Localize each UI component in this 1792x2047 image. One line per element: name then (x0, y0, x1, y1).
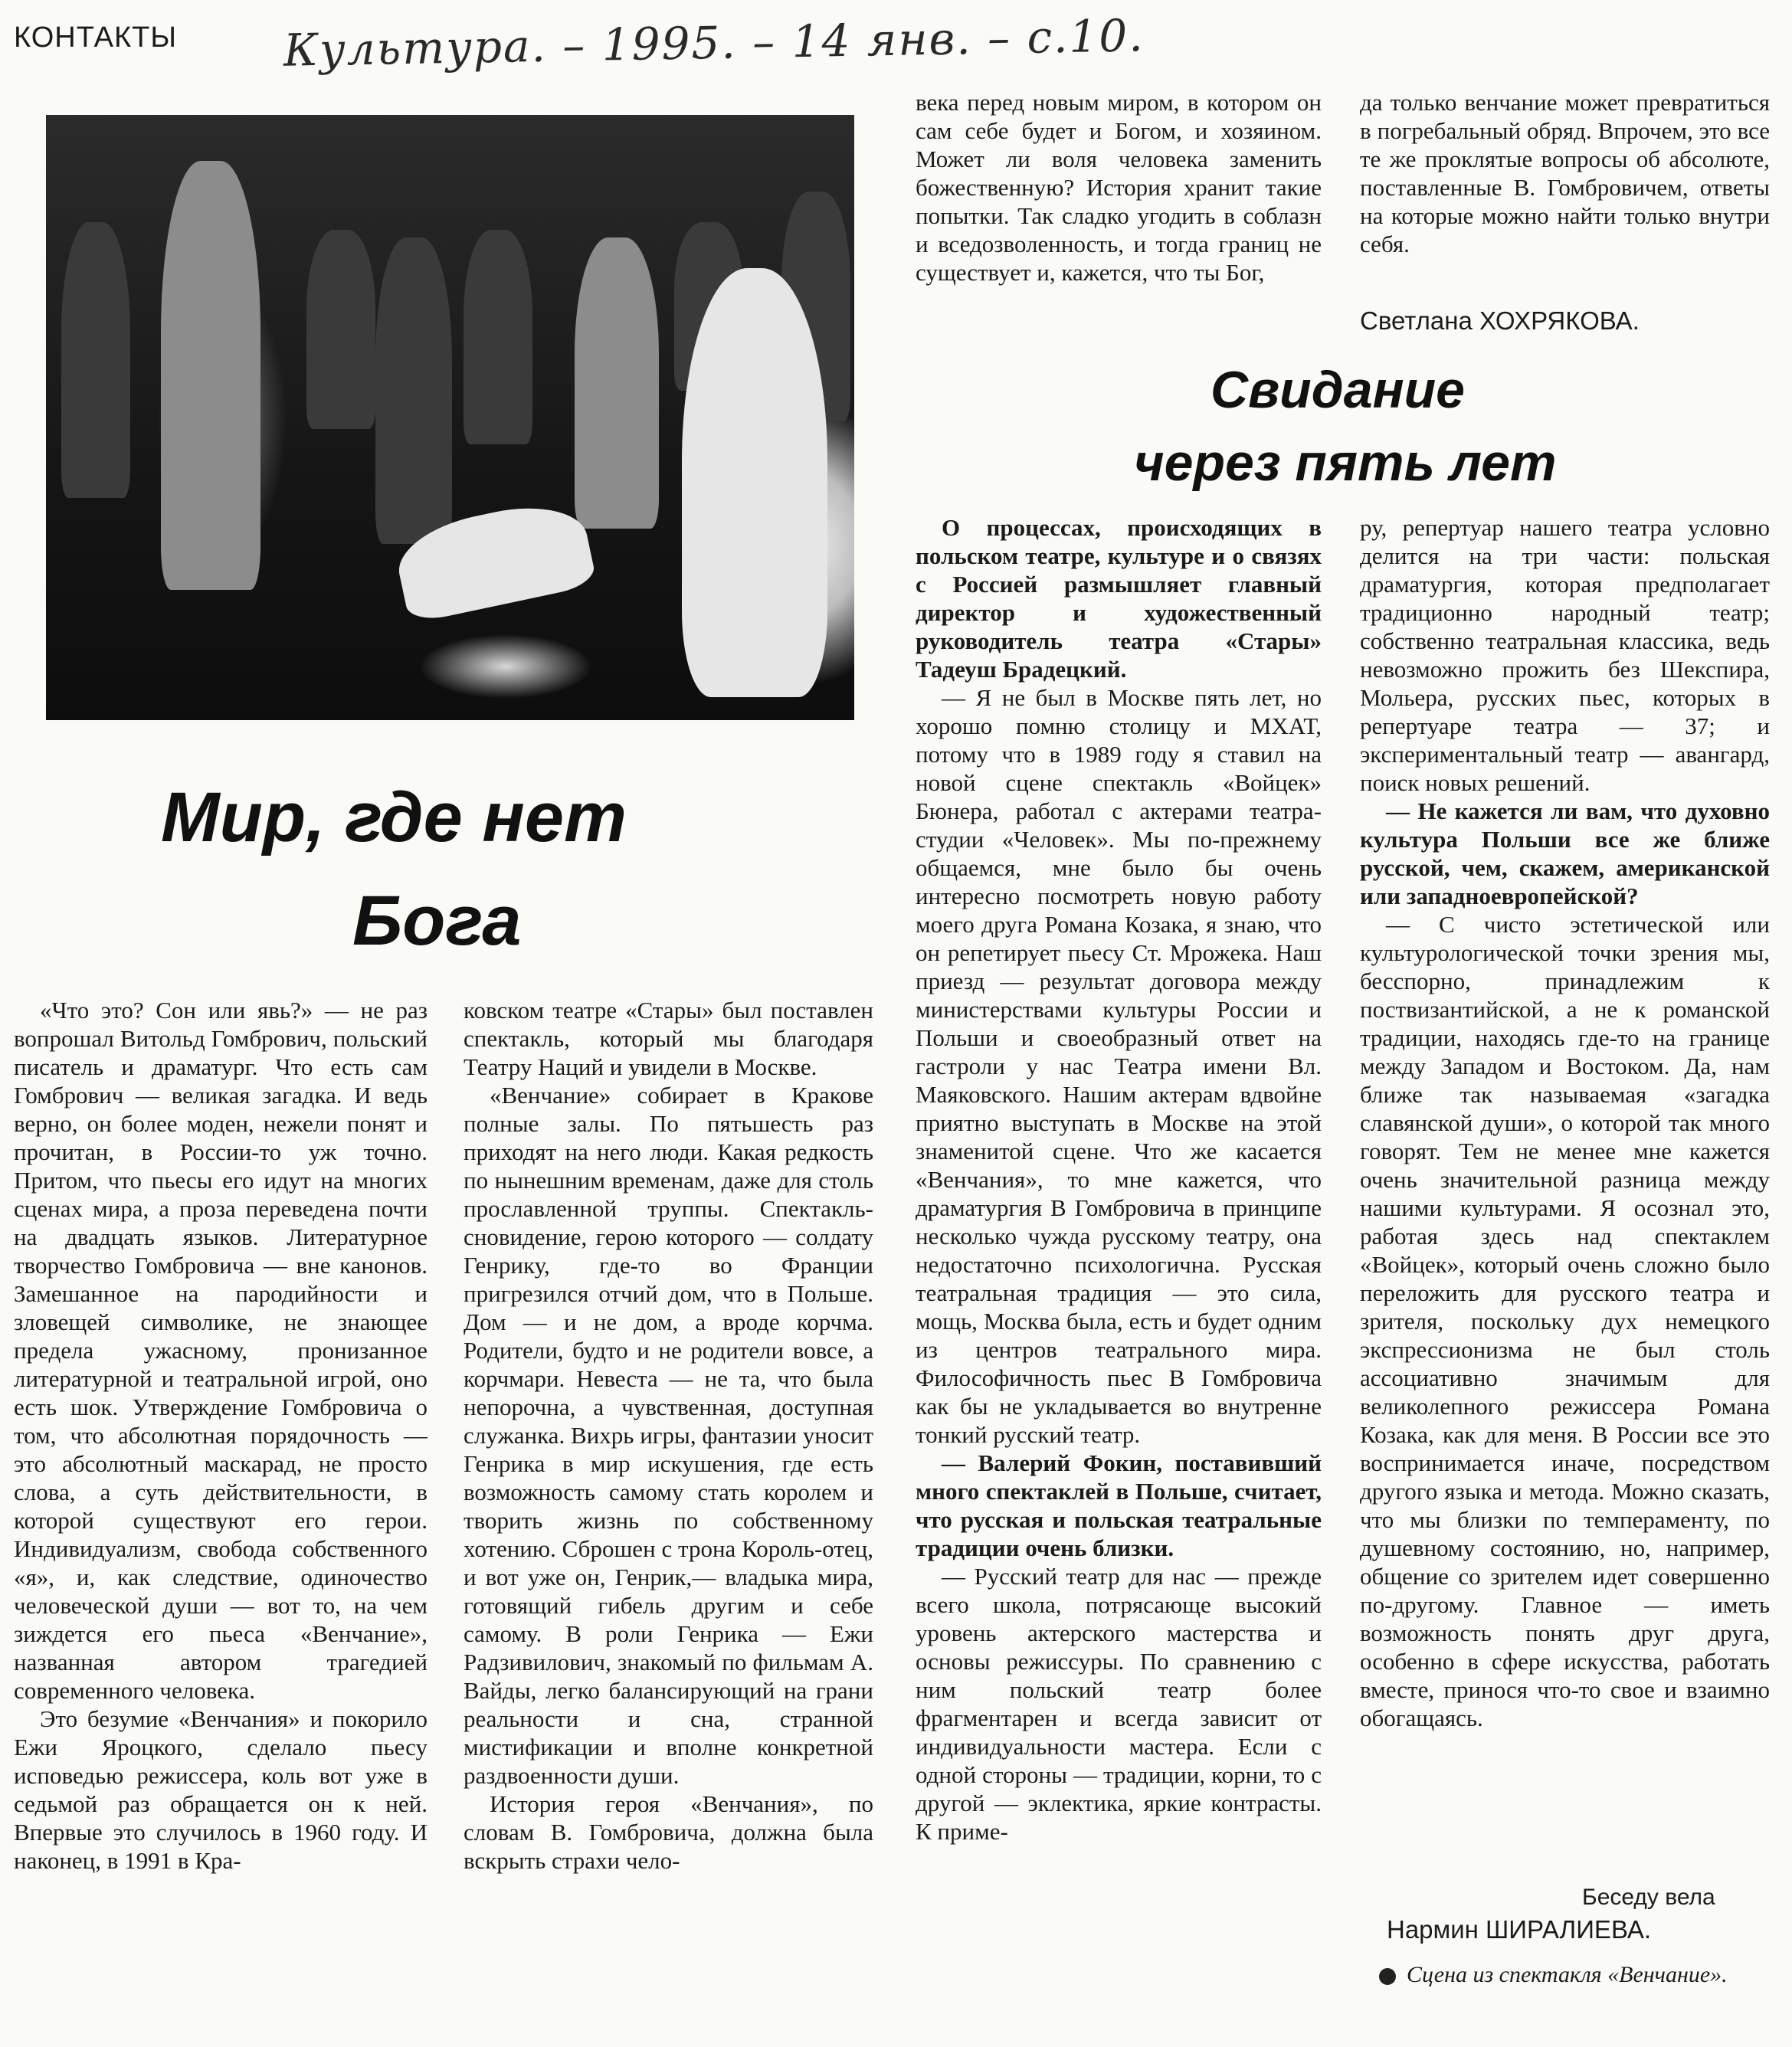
headline-main-line2: Бога (352, 882, 522, 960)
interviewer-name: Нармин ШИРАЛИЕВА. (1387, 1915, 1652, 1944)
lead-paragraph (916, 513, 1322, 683)
paragraph: История героя «Венчания», по словам В. Гомбровича, должна была вскрыть страхи чело- (464, 1790, 873, 1874)
question (916, 1449, 1322, 1562)
article1-column-1 (14, 996, 428, 2047)
bullet-icon (1379, 1968, 1396, 1985)
headline-second-line1: Свидание (1211, 361, 1465, 419)
paragraph: Это безумие «Венчания» и покорило Ежи Яроцкого, сделало пьесу исповедью режиссера, коль вот уже в седьмой раз обращается он к ней. Впервые это случилось в 1960 году. И наконец, в 1991 в Кра- (14, 1705, 428, 1874)
article1-column-2 (464, 996, 873, 2047)
photo-figure-soldier (161, 161, 260, 590)
photo-figure (464, 230, 532, 444)
paragraph: века перед новым миром, в котором он сам себе будет и Богом, и хозяином. Может ли воля человека заменить божественную? История хранит такие попытки. Так сладко угодить в соблазн и вседозволенность, и тогда границ не существует и, кажется, что ты Бог, (916, 89, 1322, 286)
interviewer-label: Беседу вела (1582, 1885, 1715, 1910)
paragraph: ру, репертуар нашего театра условно делится на три части: польская драматургия, которая предполагает традиционно народный театр; собственно театральная классика, ведь невозможно прожить без Шекспира, Мольера, русских пьес, которых в репертуаре театра — 37; и экспериментальный театр — авангард, поиск новых решений. (1360, 514, 1770, 796)
paragraph: да только венчание может превратиться в погребальный обряд. Впрочем, это все те же проклятые вопросы об абсолюте, поставленные В. Гомбровичем, ответы на которые можно найти только внутри себя. (1360, 89, 1770, 257)
article2-column-3 (916, 513, 1322, 2045)
paragraph: — С чисто эстетической или культурологической точки зрения мы, бесспорно, принадлежим к поствизантийской, а не к романской традиции, находясь где-то на границе между Западом и Востоком. Да, нам ближе так называемая «загадка славянской души», о которой так много говорят. Тем не менее мне кажется очень значительной разница между нашими культурами. Я осознал это, работая здесь над спектаклем «Войцек», который очень сложно было переложить для русского театра и зрителя, поскольку дух немецкого экспрессионизма не был столь ассоциативно значимым для великолепного режиссера Романа Козака, как для меня. В России все это воспринимается иначе, посредством другого языка и метода. Можно сказать, что мы близки по темпераменту, по душевному состоянию, но, например, общение со зрителем идет совершенно по-другому. Главное — иметь возможность понять друг друга, особенно в сфере искусства, работать вместе, принося что-то свое и взаимно обогащаясь. (1360, 911, 1770, 1731)
paragraph: «Что это? Сон или явь?» — не раз вопрошал Витольд Гомбрович, польский писатель и драматург. Что есть сам Гомбрович — великая загадка. И ведь верно, он более моден, нежели понят и прочитан, в России-то уж точно. Притом, что пьесы его идут на многих сценах мира, а проза переведена почти на двадцать языков. Литературное творчество Гомбровича — вне канонов. Замешанное на пародийности и зловещей символике, не знающее предела ужасному, пронизанное литературной и театральной игрой, оно есть шок. Утверждение Гомбровича о том, что абсолютная порядочность — это абсолютный маскарад, не просто слова, а суть действительности, в которой существуют его герои. Индивидуализм, свобода собственного «я», и, как следствие, одиночество человеческой души — вот то, на чем зиждется его пьеса «Венчание», названная автором трагедией современного человека. (14, 997, 428, 1704)
paragraph: — Русский театр для нас — прежде всего школа, потрясающе высокий уровень актерского мастерства и основы режиссуры. По сравнению с ним польский театр более фрагментарен и всегда зависит от индивидуальности мастера. Если с одной стороны — традиции, корни, то с другой — эклектика, яркие контрасты. К приме- (916, 1563, 1322, 1845)
paragraph: «Венчание» собирает в Кракове полные залы. По пятьшесть раз приходят на него люди. Какая редкость по нынешним временам, даже для столь прославленной труппы. Спектакль-сновидение, герою которого — солдату Генрику, где-то во Франции пригрезился отчий дом, что в Польше. Дом — и не дом, а вроде корчма. Родители, будто и не родители вовсе, а корчмари. Невеста — не та, что была непорочна, а чувственная, доступная служанка. Вихрь игры, фантазии уносит Генрика в мир искушения, где есть возможность самому стать королем и творить жизнь по собственному хотению. Сброшен с трона Король-отец, и вот уже он, Генрик,— владыка мира, готовящий гибель другим и себе самому. В роли Генрика — Ежи Радзивилович, знакомый по фильмам А. Вайды, легко балансирующий на грани реальности и сна, странной мистификации и вполне конкретной раздвоенности души. (464, 1082, 873, 1789)
photo-caption (1379, 1961, 1770, 1989)
question-text: — Валерий Фокин, поставивший много спектаклей в Польше, считает, что русская и польская театральные традиции очень близки. (916, 1449, 1322, 1561)
lead-text: О процессах, происходящих в польском театре, культуре и о связях с Россией размышляет главный директор и художественный руководитель театра «Стары» Тадеуш Брадецкий. (916, 514, 1322, 683)
photo-figure (306, 230, 375, 429)
article1-column-4 (1360, 88, 1770, 295)
photo-figure (575, 237, 659, 529)
rubric-label: КОНТАКТЫ (14, 21, 177, 54)
headline-main-line1: Мир, где нет (161, 778, 627, 856)
headline-second-line2: через пять лет (1134, 434, 1557, 492)
article1-author: Светлана ХОХРЯКОВА. (1360, 306, 1640, 335)
paragraph: — Я не был в Москве пять лет, но хорошо помню столицу и МХАТ, потому что в 1989 году я ставил на новой сцене спектакль «Войцек» Бюнера, работал с актерами театра-студии «Человек». Мы по-прежнему общаемся, мне было бы очень интересно посмотреть новую работу моего друга Романа Козака, я знаю, что он репетирует пьесу Ст. Мрожека. Наш приезд — результат договора между министерствами культуры России и Польши и своеобразный ответ на гастроли у нас Театра имени Вл. Маяковского. Нашим актерам вдвойне приятно выступать в Москве на этой знаменитой сцене. Что же касается «Венчания», то мне кажется, что драматургия В Гомбровича в принципе несколько чужда русскому театру, она недостаточно психологична. Русская театральная традиция — это сила, мощь, Москва была, есть и будет одним из центров театрального мира. Философичность пьес В Гомбровича как бы не укладывается во внутренне тонкий русский театр. (916, 684, 1322, 1448)
stage-photo (46, 115, 854, 720)
photo-figure-bride (682, 268, 827, 697)
photo-figure (375, 237, 452, 544)
question (1360, 797, 1770, 910)
article2-column-4 (1360, 513, 1770, 1885)
question-text: — Не кажется ли вам, что духовно культура Польши все же ближе русской, чем, скажем, американской или западноевропейской? (1360, 798, 1770, 909)
handwritten-source-note: Культура. – 1995. – 14 янв. – с.10. (283, 9, 1145, 77)
photo-figure (61, 222, 130, 498)
article1-column-3 (916, 88, 1322, 341)
paragraph: ковском театре «Стары» был поставлен спектакль, который мы благодаря Театру Наций и увидели в Москве. (464, 997, 873, 1080)
caption-text: Сцена из спектакля «Венчание». (1407, 1962, 1728, 1987)
